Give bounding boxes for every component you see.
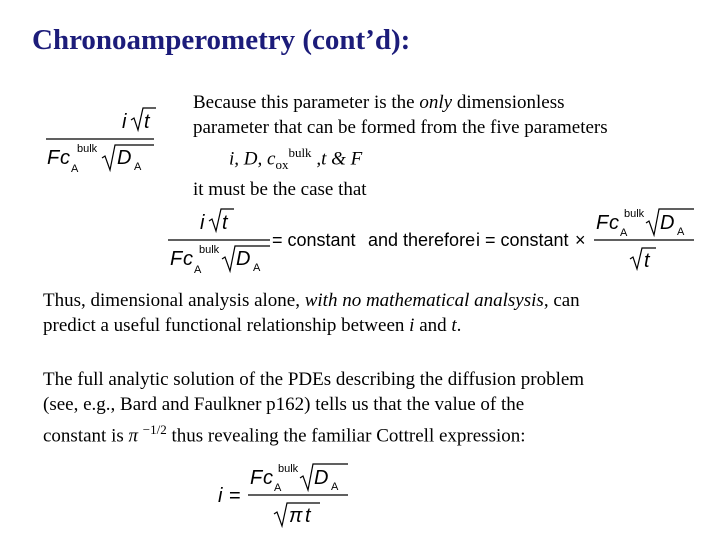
math-c: c	[183, 248, 193, 270]
dimensionless-parameter-equation	[42, 104, 157, 178]
math-bulk: bulk	[199, 244, 220, 256]
math-D: D	[660, 212, 675, 234]
math-t: t	[222, 212, 228, 234]
paragraph-dimensionless	[193, 90, 713, 202]
text-line: The full analytic solution of the PDEs describing the diffusion problem	[43, 369, 585, 390]
math-c: c	[60, 147, 70, 169]
math-sub-A: A	[620, 227, 628, 239]
math-sub-A: A	[194, 264, 202, 275]
i-equals-constant: i = constant	[476, 230, 569, 250]
equals-constant: = constant	[272, 230, 356, 250]
parameter-list: i, D, $c_{ox}^{bulk}$ ,t & F	[229, 145, 363, 173]
and-therefore-text: and therefore	[368, 230, 476, 250]
math-c: c	[263, 467, 273, 489]
text-line: Thus, dimensional analysis alone, with no mathematical analsysis, can	[43, 290, 580, 311]
math-sub-A: A	[274, 482, 282, 494]
slide-title: Chronoamperometry (cont’d):	[32, 24, 411, 56]
text-line: (see, e.g., Bard and Faulkner p162) tells us that the value of the	[43, 394, 525, 415]
math-pi: π	[289, 505, 303, 527]
text-line: Because this parameter is the only dimensionless	[193, 92, 565, 113]
math-bulk: bulk	[624, 208, 645, 220]
text-line: it must be the case that	[193, 179, 367, 201]
sqrt-sign	[630, 248, 656, 269]
times-sign: ×	[575, 230, 586, 250]
math-F: F	[47, 147, 60, 169]
paragraph-dimensional-analysis	[43, 288, 703, 338]
math-i: i	[200, 212, 205, 234]
math-bulk: bulk	[278, 463, 299, 475]
text-line: parameter that can be formed from the five parameters	[193, 117, 608, 138]
math-sub-A: A	[331, 481, 339, 493]
math-F: F	[170, 248, 183, 270]
math-i: i	[122, 111, 127, 133]
cottrell-equation	[212, 460, 352, 532]
constant-equation	[166, 205, 696, 275]
math-i: i	[218, 485, 223, 507]
math-t: t	[305, 505, 311, 527]
paragraph-analytic-solution	[43, 367, 703, 448]
text-line: predict a useful functional relationship between i and t.	[43, 315, 462, 336]
math-D: D	[236, 248, 251, 270]
text-line: constant is π $^{-1/2}$ thus revealing the familiar Cottrell expression:	[43, 422, 526, 447]
equals-sign: =	[229, 485, 241, 507]
math-D: D	[314, 467, 329, 489]
math-F: F	[596, 212, 609, 234]
math-c: c	[609, 212, 619, 234]
math-F: F	[250, 467, 263, 489]
math-sub-A: A	[677, 226, 685, 238]
math-sub-A: A	[134, 161, 142, 173]
math-D: D	[117, 147, 132, 169]
math-sub-A: A	[71, 163, 79, 175]
math-bulk: bulk	[77, 143, 98, 155]
math-t: t	[144, 111, 150, 133]
math-sub-A: A	[253, 262, 261, 274]
math-t: t	[644, 250, 650, 272]
